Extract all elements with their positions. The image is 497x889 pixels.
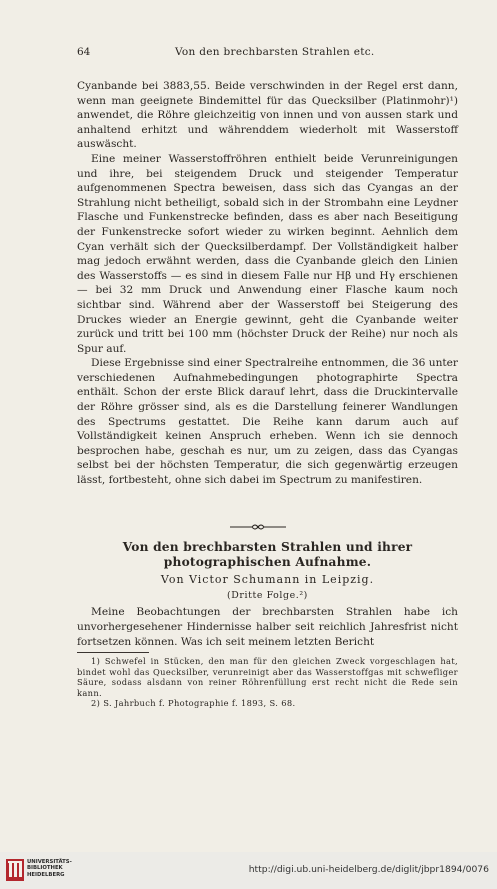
ornament-divider-icon bbox=[228, 522, 288, 532]
footnote-1: 1) Schwefel in Stücken, den man für den gleichen Zweck vorgeschlagen hat, bindet wohl das Quecksilber, verunreinigt aber das Wasserstoffgas mit schwefliger Säure, sodass alsdann von reiner Röhrenfüllung erst recht nicht die Rede sein kann. bbox=[77, 656, 458, 698]
article-intro bbox=[77, 605, 458, 649]
source-url-link[interactable]: http://digi.ub.uni-heidelberg.de/diglit/jbpr1894/0076 bbox=[248, 864, 489, 875]
article-series: (Dritte Folge.²) bbox=[227, 590, 308, 601]
paragraph-1: Cyanbande bei 3883,55. Beide verschwinden in der Regel erst dann, wenn man geeignete Bindemittel für das Quecksilber (Platinmohr)¹) anwendet, die Röhre gleichzeitig von innen und von aussen stark und anhaltend erhitzt und währenddem wiederholt mit Wasserstoff auswäscht. bbox=[77, 80, 458, 151]
paragraph-2: Eine meiner Wasserstoffröhren enthielt beide Verunreinigungen und ihre, bei steigendem Druck und steigender Temperatur aufgenommenen Spectra beweisen, dass sich das Cyangas an der Strahlung nicht betheiligt, sobald sich in der Strombahn eine Leydner Flasche und Funkenstrecke befinden, dass es aber nach Beseitigung der Funkenstrecke sofort wieder zu wirken beginnt. Aehnlich dem Cyan verhält sich der Quecksilberdampf. Der Vollständigkeit halber mag jedoch erwähnt werden, dass die Cyanbande gleich den Linien des Wasserstoffs — es sind in diesem Falle nur Hβ und Hγ erschienen — bei 32 mm Druck und Anwendung einer Flasche kaum noch sichtbar sind. Während aber der Wasserstoff bei Steigerung des Druckes wieder an Energie gewinnt, geht die Cyanbande weiter zurück und tritt bei 100 mm (höchster Druck der Reihe) nur noch als Spur auf. bbox=[77, 152, 458, 355]
footer-bar bbox=[0, 852, 497, 889]
intro-paragraph: Meine Beobachtungen der brechbarsten Strahlen habe ich unvorhergesehener Hindernisse halber seit reichlich Jahresfrist nicht fortsetzen können. Was ich seit meinem letzten Bericht bbox=[77, 606, 458, 648]
running-header bbox=[77, 46, 457, 62]
footnote-2: 2) S. Jahrbuch f. Photographie f. 1893, S. 68. bbox=[91, 698, 296, 709]
university-library-logo-icon[interactable] bbox=[5, 857, 83, 883]
paragraph-3: Diese Ergebnisse sind einer Spectralreihe entnommen, die 36 unter verschiedenen Aufnahmebedingungen photographirte Spectra enthält. Schon der erste Blick darauf lehrt, dass die Druckintervalle der Röhre grösser sind, als es die Darstellung feinerer Wandlungen des Spectrums gestattet. Die Reihe kann darum auch auf Vollständigkeit keinen Anspruch erheben. Wenn ich sie dennoch besprochen habe, geschah es nur, um zu zeigen, dass das Cyangas selbst bei der höchsten Temperatur, die sich gegenwärtig erzeugen lässt, fortbesteht, ohne sich dabei im Spectrum zu manifestiren. bbox=[77, 357, 458, 487]
logo-text: UNIVERSITÄTS- BIBLIOTHEK HEIDELBERG bbox=[27, 859, 72, 878]
body-text bbox=[77, 79, 458, 488]
footnotes bbox=[77, 656, 458, 709]
running-title: Von den brechbarsten Strahlen etc. bbox=[175, 46, 375, 58]
article-title: Von den brechbarsten Strahlen und ihrer photographischen Aufnahme. bbox=[122, 540, 413, 569]
article-author: Von Victor Schumann in Leipzig. bbox=[160, 573, 375, 586]
footnote-rule bbox=[77, 652, 149, 653]
page-number: 64 bbox=[77, 46, 91, 58]
